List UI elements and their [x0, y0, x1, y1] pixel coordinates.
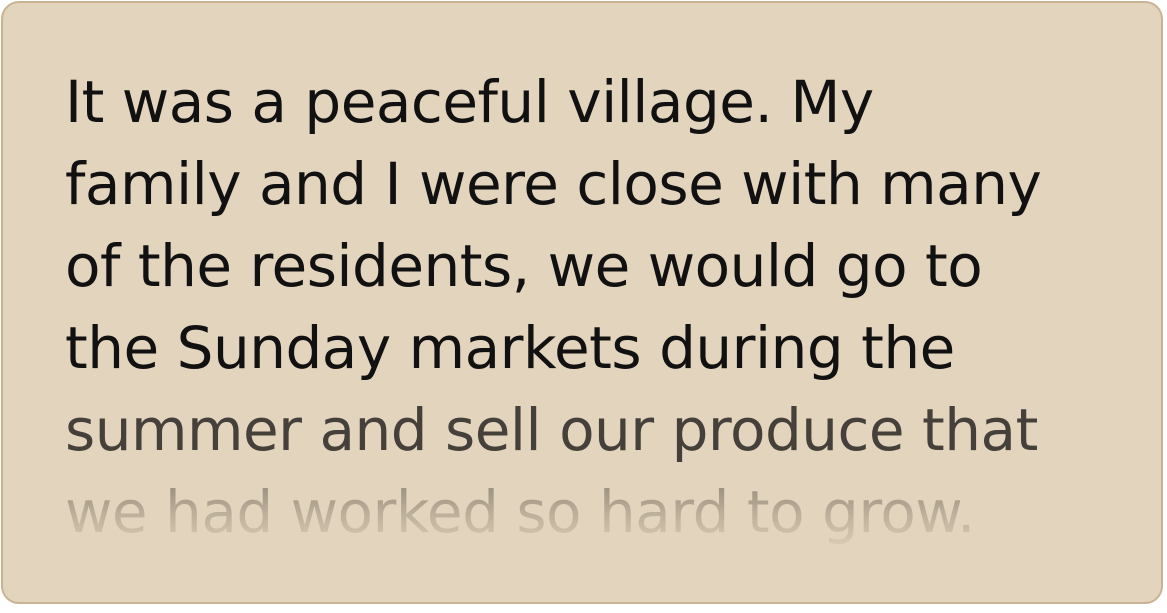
passage-line-faded: we had worked so hard to grow. — [65, 471, 1155, 553]
passage-line: the Sunday markets during the — [65, 314, 955, 382]
passage-line: family and I were close with many — [65, 150, 1042, 218]
passage-line-fading: summer and sell our produce that — [65, 396, 1038, 464]
passage-line: of the residents, we would go to — [65, 232, 983, 300]
text-card — [1, 1, 1163, 604]
passage-line: It was a peaceful village. My — [65, 68, 874, 136]
story-passage — [65, 61, 1155, 553]
